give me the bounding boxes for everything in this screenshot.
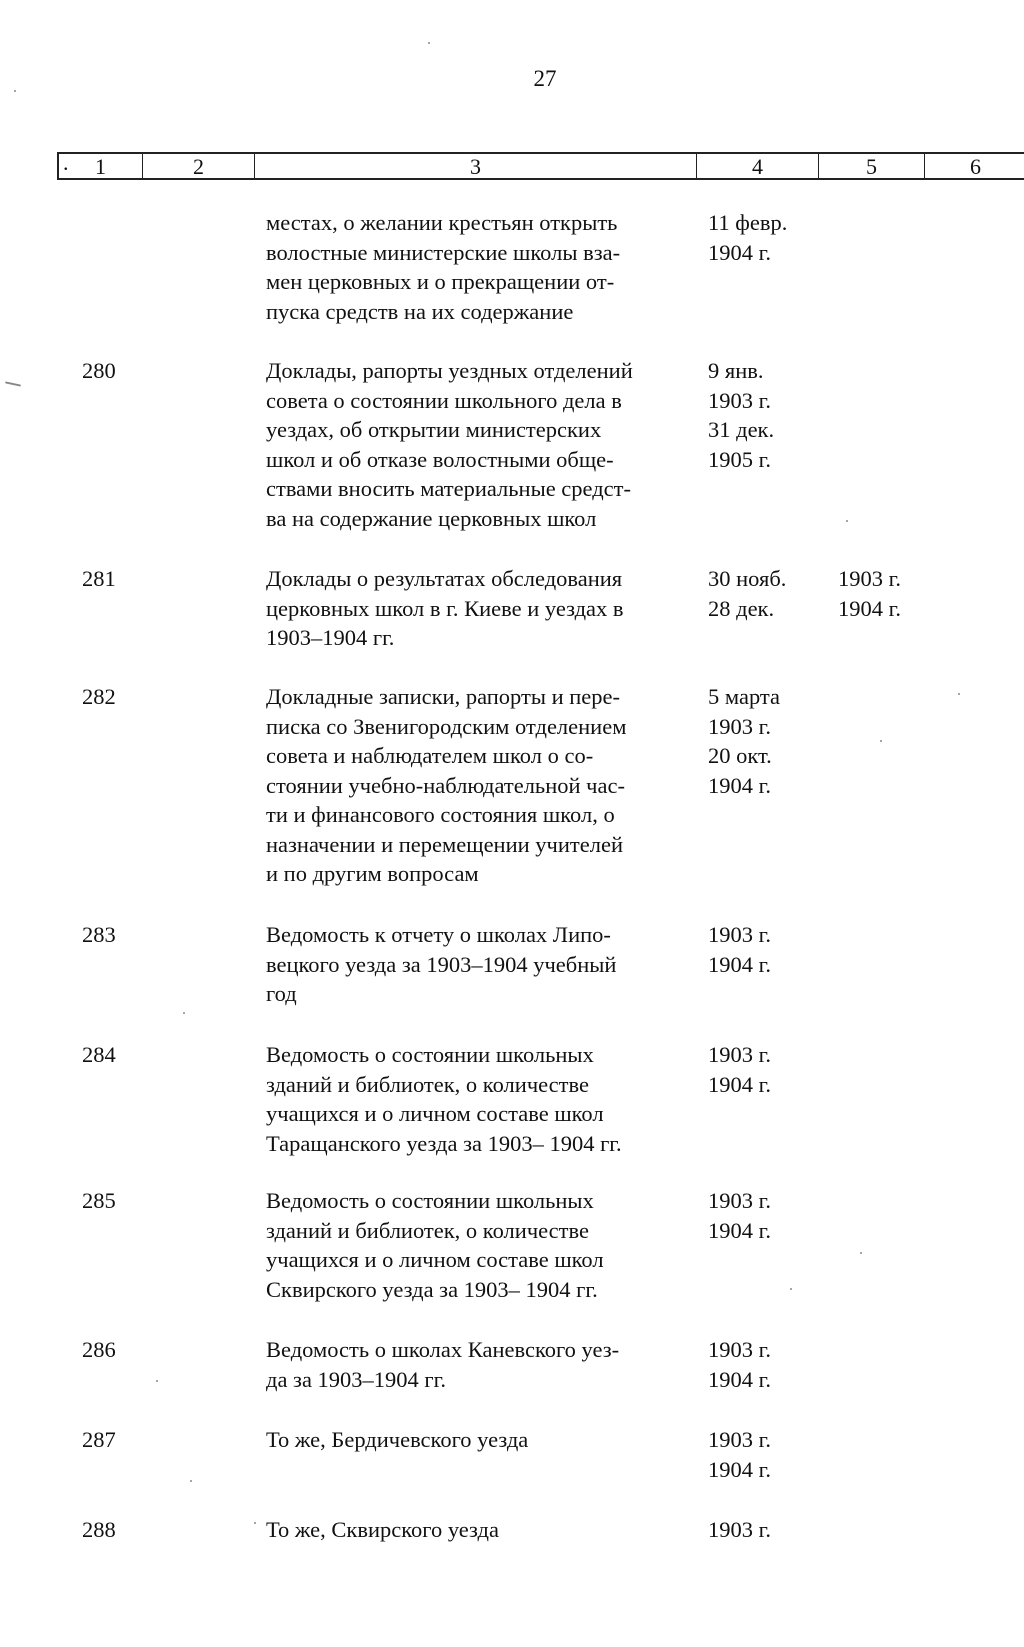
date-line: 1903 г. bbox=[708, 1427, 771, 1452]
column-header-label: 2 bbox=[193, 154, 204, 179]
scan-speck bbox=[156, 1380, 158, 1382]
description-line: вецкого уезда за 1903–1904 учебный bbox=[266, 951, 617, 977]
entry-dates bbox=[708, 1040, 818, 1099]
description-line: волостные министерские школы вза- bbox=[266, 239, 621, 265]
description-line: Доклады о результатах обследования bbox=[266, 566, 623, 591]
description-line: зданий и библиотек, о количестве bbox=[266, 1071, 589, 1097]
date-line: 1904 г. bbox=[708, 951, 771, 977]
entry-description bbox=[266, 920, 696, 1009]
column-5-line: 1903 г. bbox=[838, 566, 901, 591]
scan-speck bbox=[846, 520, 848, 522]
column-header-6 bbox=[925, 154, 1024, 178]
date-line: 1905 г. bbox=[708, 446, 771, 472]
description-line: Ведомость о состоянии школьных bbox=[266, 1042, 594, 1067]
column-header-row bbox=[57, 152, 1024, 180]
entry-number: 286 bbox=[82, 1337, 116, 1362]
column-header-label: 4 bbox=[752, 154, 763, 179]
scan-speck bbox=[428, 42, 430, 44]
description-line: То же, Сквирского уезда bbox=[266, 1517, 499, 1542]
entry-description bbox=[266, 1335, 696, 1394]
scan-speck bbox=[190, 1480, 192, 1482]
description-line: стоянии учебно-наблюдательной час- bbox=[266, 772, 625, 798]
description-line: Таращанского уезда за 1903– 1904 гг. bbox=[266, 1130, 622, 1156]
description-line: школ и об отказе волостными обще- bbox=[266, 446, 614, 472]
column-header-1 bbox=[59, 150, 143, 179]
scan-speck bbox=[183, 1012, 185, 1014]
description-line: назначении и перемещении учителей bbox=[266, 831, 623, 857]
date-line: 11 февр. bbox=[708, 210, 788, 235]
date-line: 1903 г. bbox=[708, 1188, 771, 1213]
description-line: местах, о желании крестьян открыть bbox=[266, 210, 618, 235]
scan-speck bbox=[880, 740, 882, 742]
entry-description bbox=[266, 1515, 696, 1545]
entry-description bbox=[266, 1425, 696, 1455]
date-line: 1903 г. bbox=[708, 713, 771, 739]
description-line: Сквирского уезда за 1903– 1904 гг. bbox=[266, 1276, 598, 1302]
description-line: мен церковных и о прекращении от- bbox=[266, 269, 615, 294]
description-line: Ведомость к отчету о школах Липо- bbox=[266, 922, 611, 947]
description-line: учащихся и о личном составе школ bbox=[266, 1101, 604, 1126]
entry-dates bbox=[708, 1335, 818, 1394]
date-line: 5 марта bbox=[708, 684, 780, 709]
description-line: Ведомость о школах Каневского уез- bbox=[266, 1337, 620, 1362]
date-line: 1903 г. bbox=[708, 1337, 771, 1362]
description-line: 1903–1904 гг. bbox=[266, 625, 395, 650]
entry-description bbox=[266, 1186, 696, 1304]
date-line: 28 дек. bbox=[708, 595, 775, 621]
scan-speck bbox=[958, 693, 960, 695]
entry-number: 288 bbox=[82, 1517, 116, 1542]
description-line: да за 1903–1904 гг. bbox=[266, 1366, 446, 1392]
entry-dates bbox=[708, 682, 818, 800]
entry-number: 285 bbox=[82, 1188, 116, 1213]
entry-dates bbox=[708, 920, 818, 979]
date-line: 1904 г. bbox=[708, 239, 771, 265]
date-line: 1903 г. bbox=[708, 387, 771, 413]
entry-description bbox=[266, 356, 696, 533]
entry-number: 280 bbox=[82, 358, 116, 383]
date-line: 20 окт. bbox=[708, 743, 772, 768]
entry-dates bbox=[708, 1186, 818, 1245]
entry-column-5 bbox=[838, 564, 928, 623]
description-line: Доклады, рапорты уездных отделений bbox=[266, 358, 633, 383]
entry-number: 281 bbox=[82, 566, 116, 591]
entry-description bbox=[266, 682, 696, 889]
description-line: уездах, об открытии министерских bbox=[266, 417, 602, 442]
scan-speck bbox=[790, 1288, 792, 1290]
date-line: 1904 г. bbox=[708, 1366, 771, 1392]
entry-description bbox=[266, 1040, 696, 1158]
description-line: и по другим вопросам bbox=[266, 861, 479, 886]
description-line: церковных школ в г. Киеве и уездах в bbox=[266, 595, 624, 621]
description-line: совета и наблюдателем школ о со- bbox=[266, 743, 594, 768]
entry-description bbox=[266, 564, 696, 653]
scan-speck bbox=[254, 1522, 256, 1524]
entry-number: 282 bbox=[82, 684, 116, 709]
date-line: 1904 г. bbox=[708, 1071, 771, 1097]
entry-dates bbox=[708, 356, 818, 474]
date-line: 1903 г. bbox=[708, 1042, 771, 1067]
column-header-2 bbox=[143, 154, 255, 178]
description-line: То же, Бердичевского уезда bbox=[266, 1427, 529, 1452]
description-line: Докладные записки, рапорты и пере- bbox=[266, 684, 621, 709]
date-line: 1904 г. bbox=[708, 772, 771, 798]
header-mark: . bbox=[63, 150, 69, 175]
date-line: 9 янв. bbox=[708, 358, 764, 383]
entry-number: 284 bbox=[82, 1042, 116, 1067]
column-header-label: 6 bbox=[970, 154, 981, 179]
description-line: Ведомость о состоянии школьных bbox=[266, 1188, 594, 1213]
scan-speck bbox=[14, 90, 16, 92]
description-line: пуска средств на их содержание bbox=[266, 298, 574, 324]
page-number: 27 bbox=[533, 66, 557, 91]
scan-speck bbox=[5, 381, 21, 386]
column-5-line: 1904 г. bbox=[838, 595, 901, 621]
date-line: 1904 г. bbox=[708, 1217, 771, 1243]
description-line: год bbox=[266, 981, 297, 1006]
entry-dates bbox=[708, 1515, 818, 1545]
date-line: 31 дек. bbox=[708, 417, 775, 442]
entry-number: 283 bbox=[82, 922, 116, 947]
column-header-label: 1 bbox=[95, 154, 106, 179]
description-line: совета о состоянии школьного дела в bbox=[266, 387, 622, 413]
column-header-label: 5 bbox=[866, 154, 877, 179]
column-header-5 bbox=[819, 154, 925, 178]
column-header-label: 3 bbox=[470, 154, 481, 179]
entry-dates bbox=[708, 1425, 818, 1484]
description-line: ти и финансового состояния школ, о bbox=[266, 802, 615, 827]
entry-dates bbox=[708, 564, 818, 623]
date-line: 1903 г. bbox=[708, 1517, 771, 1542]
description-line: учащихся и о личном составе школ bbox=[266, 1247, 604, 1272]
date-line: 1903 г. bbox=[708, 922, 771, 947]
column-header-4 bbox=[697, 154, 819, 178]
description-line: ствами вносить материальные средст- bbox=[266, 476, 631, 501]
date-line: 30 нояб. bbox=[708, 566, 787, 591]
column-header-3 bbox=[255, 154, 697, 178]
description-line: зданий и библиотек, о количестве bbox=[266, 1217, 589, 1243]
entry-number: 287 bbox=[82, 1427, 116, 1452]
description-line: писка со Звенигородским отделением bbox=[266, 713, 627, 739]
scan-speck bbox=[860, 1252, 862, 1254]
entry-description bbox=[266, 208, 696, 326]
date-line: 1904 г. bbox=[708, 1456, 771, 1482]
entry-dates bbox=[708, 208, 818, 267]
description-line: ва на содержание церковных школ bbox=[266, 505, 597, 531]
